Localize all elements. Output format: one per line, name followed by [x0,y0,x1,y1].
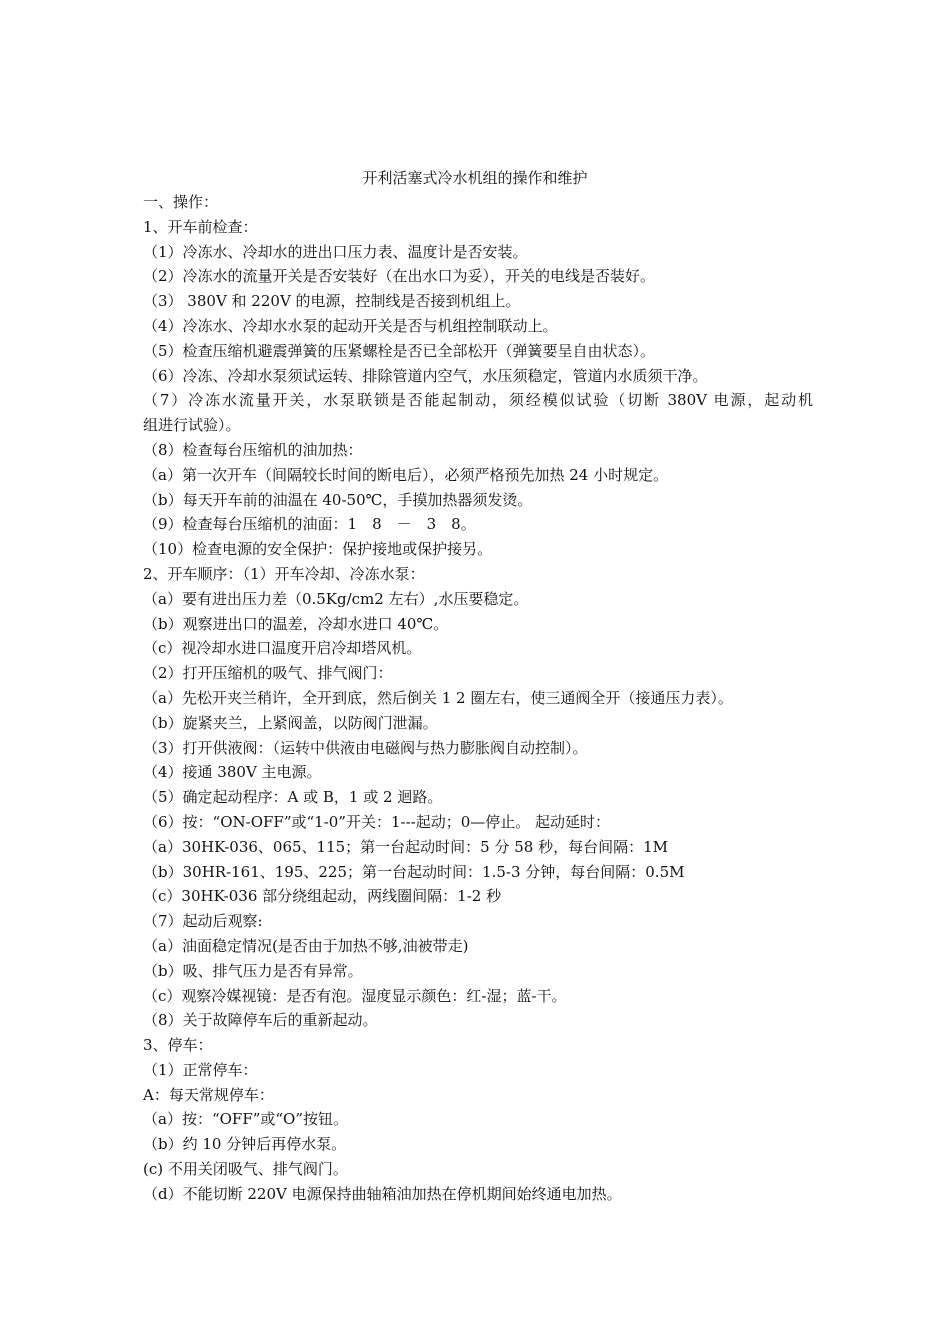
text-line: （8）关于故障停车后的重新起动。 [143,1011,378,1030]
text-line: （1）冷冻水、冷却水的进出口压力表、温度计是否安装。 [143,242,528,261]
text-line: （b）30HR-161、195、225；第一台起动时间：1.5-3 分钟，每台间隔：0.5M [143,862,685,881]
text-line: （3） 380V 和 220V 的电源，控制线是否接到机组上。 [143,292,521,311]
text-line: （b）吸、排气压力是否有异常。 [143,961,363,980]
section-heading-operation: 一、操作： [143,193,219,211]
text-line: （2）打开压缩机的吸气、排气阀门： [143,664,393,683]
text-line: （c）30HK-036 部分绕组起动，两线圈间隔：1-2 秒 [143,887,502,906]
text-line: （3）打开供液阀：（运转中供液由电磁阀与热力膨胀阀自动控制）。 [143,738,588,757]
text-line: （9）检查每台压缩机的油面：1 8 － 3 8。 [143,515,476,534]
text-line: （5）检查压缩机避震弹簧的压紧螺栓是否已全部松开（弹簧要呈自由状态）。 [143,341,656,360]
text-line: （b）观察进出口的温差，冷却水进口 40℃。 [143,614,449,633]
text-line: （6）按：“ON-OFF”或“1-0”开关：1---起动；0—停止。 起动延时： [143,812,611,831]
text-line: （4）接通 380V 主电源。 [143,763,322,782]
text-line: （a）30HK-036、065、115；第一台起动时间：5 分 58 秒，每台间隔：1M [143,837,669,856]
text-line-justified: （7）冷冻水流量开关，水泵联锁是否能起制动，须经模似试验（切断 380V 电源，起动机 [143,391,813,410]
document-body [143,190,813,1207]
text-line: （7）起动后观察: [143,912,263,931]
text-line: （5）确定起动程序：A 或 B，1 或 2 迴路。 [143,788,443,807]
text-line: （4）冷冻水、冷却水水泵的起动开关是否与机组控制联动上。 [143,316,558,335]
text-line: （a）按：“OFF”或“O”按钮。 [143,1110,349,1129]
subsection-heading-start-sequence: 2、开车顺序：（1）开车冷却、冷冻水泵： [143,564,425,583]
text-line: （a）第一次开车（间隔较长时间的断电后），必须严格预先加热 24 小时规定。 [143,465,669,484]
text-line: （c）视冷却水进口温度开启冷却塔风机。 [143,639,422,658]
text-line: （a）油面稳定情况(是否由于加热不够,油被带走) [143,936,469,955]
text-line: （b）约 10 分钟后再停水泵。 [143,1135,347,1154]
text-line: （6）冷冻、冷却水泵须试运转、排除管道内空气，水压须稳定，管道内水质须干净。 [143,366,708,385]
subsection-heading-precheck: 1、开车前检查： [143,217,258,236]
document-title: 开利活塞式冷水机组的操作和维护 [362,169,588,187]
text-line: （10）检查电源的安全保护：保护接地或保护接另。 [143,540,493,559]
text-line: (c) 不用关闭吸气、排气阀门。 [143,1160,348,1179]
text-line: A：每天常规停车： [143,1085,274,1104]
text-line: （1）正常停车： [143,1060,258,1079]
text-line: （b）旋紧夹兰，上紧阀盖，以防阀门泄漏。 [143,713,438,732]
text-line: （2）冷冻水的流量开关是否安装好（在出水口为妥），开关的电线是否装好。 [143,267,656,286]
text-line: （a）要有进出压力差（0.5Kg/cm2 左右）,水压要稳定。 [143,589,529,608]
text-line: （c）观察冷媒视镜：是否有泡。湿度显示颜色：红-湿；蓝-干。 [143,986,567,1005]
text-line: （8）检查每台压缩机的油加热： [143,440,363,459]
text-line: （a）先松开夹兰稍许，全开到底，然后倒关 1 2 圈左右，使三通阀全开（接通压力表）。 [143,688,733,707]
text-line: （b）每天开车前的油温在 40-50℃，手摸加热器须发烫。 [143,490,533,509]
text-line: （d）不能切断 220V 电源保持曲轴箱油加热在停机期间始终通电加热。 [143,1184,622,1203]
subsection-heading-stop: 3、停车： [143,1036,213,1055]
text-line: 组进行试验）。 [143,416,241,435]
